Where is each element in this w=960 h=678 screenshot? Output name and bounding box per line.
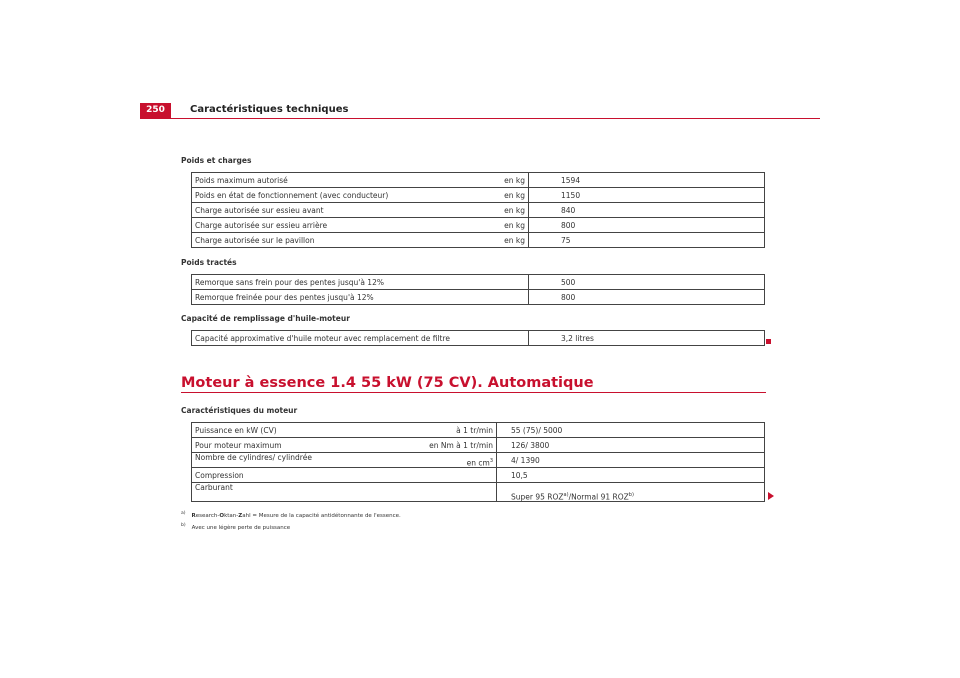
fn-bold: Z (238, 512, 243, 519)
row-value (497, 483, 765, 502)
row-unit (472, 275, 529, 290)
fn-text: Avec une légère perte de puissance (191, 524, 291, 531)
row-unit: en kg (472, 203, 529, 218)
unit-text: en cm (466, 458, 490, 467)
table-row (192, 275, 765, 290)
fn-bold: R (191, 512, 196, 519)
fn-text: ahl = Mesure de la capacité antidétonnante de l'essence. (242, 512, 401, 519)
row-unit: en kg (472, 173, 529, 188)
row-label: Poids en état de fonctionnement (avec conducteur) (192, 188, 473, 203)
table-row (192, 331, 765, 346)
row-value: 1150 (529, 188, 765, 203)
fuel-super: Super 95 ROZ (511, 492, 564, 501)
row-unit (472, 331, 529, 346)
unit-superscript: 3 (489, 457, 493, 464)
row-value: 75 (529, 233, 765, 248)
row-label: Puissance en kW (CV) (192, 423, 413, 438)
row-unit: en kg (472, 233, 529, 248)
page-header-title: Caractéristiques techniques (190, 104, 349, 115)
page-number: 250 (140, 103, 171, 118)
row-label: Charge autorisée sur le pavillon (192, 233, 473, 248)
row-unit: en kg (472, 218, 529, 233)
row-value: 800 (529, 290, 765, 305)
footnote-mark: a) (181, 511, 186, 516)
row-label: Compression (192, 468, 413, 483)
fn-text: ktan- (224, 512, 239, 519)
row-value: 3,2 litres (529, 331, 765, 346)
row-unit (412, 468, 497, 483)
row-unit (412, 453, 497, 468)
row-unit (472, 290, 529, 305)
section-end-marker (766, 339, 771, 344)
row-value: 1594 (529, 173, 765, 188)
table-row (192, 233, 765, 248)
footnote-b (181, 521, 401, 533)
row-value: 800 (529, 218, 765, 233)
towing-table (191, 274, 765, 305)
table-row (192, 453, 765, 468)
row-unit: en Nm à 1 tr/min (412, 438, 497, 453)
row-value: 126/ 3800 (497, 438, 765, 453)
row-unit (412, 483, 497, 502)
section-title-oil: Capacité de remplissage d'huile-moteur (181, 314, 350, 323)
continue-arrow-icon (768, 492, 774, 500)
table-row (192, 423, 765, 438)
table-row (192, 188, 765, 203)
row-unit: à 1 tr/min (412, 423, 497, 438)
row-label: Poids maximum autorisé (192, 173, 473, 188)
header-divider (140, 118, 820, 119)
row-value: 10,5 (497, 468, 765, 483)
row-value: 840 (529, 203, 765, 218)
fn-bold: O (219, 512, 225, 519)
footnote-ref-a: a) (563, 491, 569, 498)
fuel-normal: /Normal 91 ROZ (568, 492, 629, 501)
footnote-mark: b) (181, 522, 186, 528)
row-label: Capacité approximative d'huile moteur avec remplacement de filtre (192, 331, 473, 346)
oil-table (191, 330, 765, 346)
table-row (192, 203, 765, 218)
table-row (192, 290, 765, 305)
engine-heading: Moteur à essence 1.4 55 kW (75 CV). Automatique (181, 375, 594, 391)
row-label: Carburant (192, 483, 413, 502)
row-unit: en kg (472, 188, 529, 203)
row-value: 4/ 1390 (497, 453, 765, 468)
row-value: 55 (75)/ 5000 (497, 423, 765, 438)
table-row (192, 438, 765, 453)
weights-table (191, 172, 765, 248)
footnote-ref-b: b) (628, 491, 634, 498)
table-row (192, 483, 765, 502)
table-row (192, 218, 765, 233)
engine-table (191, 422, 765, 502)
row-label: Remorque sans frein pour des pentes jusqu'à 12% (192, 275, 473, 290)
table-row (192, 468, 765, 483)
section-title-weights: Poids et charges (181, 156, 252, 165)
engine-subheading: Caractéristiques du moteur (181, 406, 298, 415)
row-label: Remorque freinée pour des pentes jusqu'à 12% (192, 290, 473, 305)
row-label: Charge autorisée sur essieu avant (192, 203, 473, 218)
footnote-a (181, 509, 401, 521)
table-row (192, 173, 765, 188)
row-label: Charge autorisée sur essieu arrière (192, 218, 473, 233)
fn-text: esearch- (195, 512, 220, 519)
row-label: Nombre de cylindres/ cylindrée (192, 453, 413, 468)
row-value: 500 (529, 275, 765, 290)
engine-heading-divider (181, 392, 766, 393)
footnotes (181, 509, 401, 533)
row-label: Pour moteur maximum (192, 438, 413, 453)
section-title-towing: Poids tractés (181, 258, 237, 267)
